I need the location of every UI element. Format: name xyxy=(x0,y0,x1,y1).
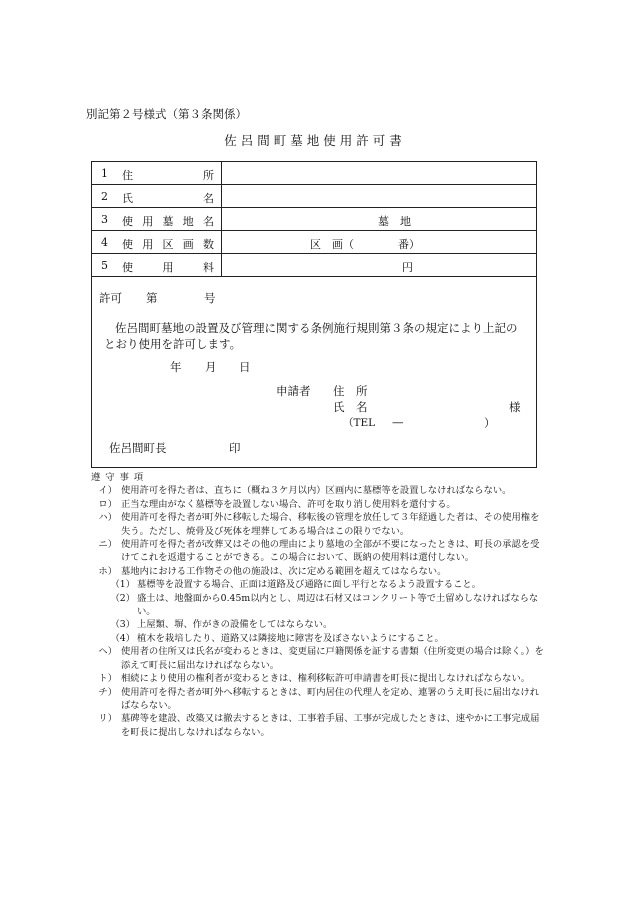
document-title: 佐呂間町墓地使用許可書 xyxy=(224,133,406,148)
address-label: 住 所 xyxy=(333,384,368,398)
note-item: チ） 使用許可を得た者が町外へ移転するときは、町内居住の代理人を定め、連署のうえ町長に届出なければならない。 xyxy=(98,686,539,711)
row-label: 使 用 料 xyxy=(122,261,214,274)
row-name xyxy=(92,185,536,208)
row-label: 使 用 墓 地 名 xyxy=(122,215,214,228)
row-number: 3 xyxy=(101,213,108,226)
cemetery-value: 墓 地 xyxy=(378,215,411,228)
row-fee xyxy=(92,254,536,277)
note-item: ホ） 墓地内における工作物その他の施設は、次に定める範囲を超えてはならない。 xyxy=(98,565,447,577)
note-item: ハ） 使用許可を得た者が町外に移転した場合、移転後の管理を放任して３年経過した者は、その使用権を失う。ただし、焼骨及び死体を埋葬してある場合はこの限りでない。 xyxy=(98,512,540,537)
applicant-label: 申請者 xyxy=(276,384,311,398)
name-label: 氏 名 xyxy=(333,400,368,414)
note-item: リ） 墓碑等を建設、改築又は撤去するときは、工事着手届、工事が完成したときは、速やかに工事完成届を町長に提出しなければならない。 xyxy=(98,713,540,738)
note-item: ニ） 使用許可を得た者が改葬又はその他の理由により墓地の全部が不要になったときは、町長の承認を受けてこれを返還することができる。この場合において、既納の使用料は還付しない。 xyxy=(98,539,540,564)
note-subitem: （2） 盛土は、地盤面から0.45m以内とし、周辺は石材又はコンクリート等で土留めしなければならない。 xyxy=(110,592,539,618)
note-subitem: （3） 上屋類、塀、作がきの設備をしてはならない。 xyxy=(110,619,333,631)
row-label: 住 所 xyxy=(122,169,214,182)
date-month: 月 xyxy=(205,360,217,374)
permit-number-mid: 第 xyxy=(146,291,158,305)
row-number: 5 xyxy=(101,259,108,272)
row-number: 1 xyxy=(101,167,108,180)
note-subitem: （1） 墓標等を設置する場合、正面は道路及び通路に面し平行となるよう設置すること。 xyxy=(110,579,481,591)
plot-value: 区 画（ 番） xyxy=(310,238,420,251)
compliance-notes xyxy=(87,471,547,739)
row-label: 使 用 区 画 数 xyxy=(122,238,214,251)
row-number: 2 xyxy=(101,190,108,203)
note-item: ト） 相続により使用の権利者が変わるときは、権利移転許可申請書を町長に提出しなければならない。 xyxy=(98,673,531,685)
row-address xyxy=(92,162,536,185)
permit-form-frame xyxy=(91,161,537,468)
honorific: 様 xyxy=(509,400,521,414)
row-number: 4 xyxy=(101,236,108,249)
note-subitem: （4） 植木を栽培したり、道路又は隣接地に障害を及ぼさないようにすること。 xyxy=(110,632,444,644)
note-item: ロ） 正当な理由がなく墓標等を設置しない場合、許可を取り消し使用料を還付する。 xyxy=(98,498,456,510)
seal-mark: 印 xyxy=(229,441,241,455)
tel-dash: — xyxy=(392,415,404,429)
row-label: 氏 名 xyxy=(122,192,214,205)
tel-close: ） xyxy=(484,416,496,430)
mayor-label: 佐呂間町長 xyxy=(109,441,167,455)
note-item: ヘ） 使用者の住所又は氏名が変わるときは、変更届に戸籍関係を証する書類（住所変更の場合は除く。）を添えて町長に届出なければならない。 xyxy=(98,646,544,671)
notes-title: 遵守事項 xyxy=(91,472,149,483)
fee-value: 円 xyxy=(402,261,413,274)
permit-number-suffix: 号 xyxy=(204,291,216,305)
date-day: 日 xyxy=(239,360,251,374)
tel-label: （TEL xyxy=(343,417,376,429)
row-plot-count xyxy=(92,231,536,254)
form-label: 別記第２号様式（第３条関係） xyxy=(86,107,247,121)
note-item: イ） 使用許可を得た者は、直ちに（概ね３ケ月以内）区画内に墓標等を設置しなければならない。 xyxy=(98,485,512,497)
permit-body-text: 佐呂間町墓地の設置及び管理に関する条例施行規則第３条の規定により上記のとおり使用を許可します。 xyxy=(104,321,518,351)
row-cemetery-name xyxy=(92,208,536,231)
date-year: 年 xyxy=(170,360,182,374)
permit-number-prefix: 許可 xyxy=(99,291,122,305)
